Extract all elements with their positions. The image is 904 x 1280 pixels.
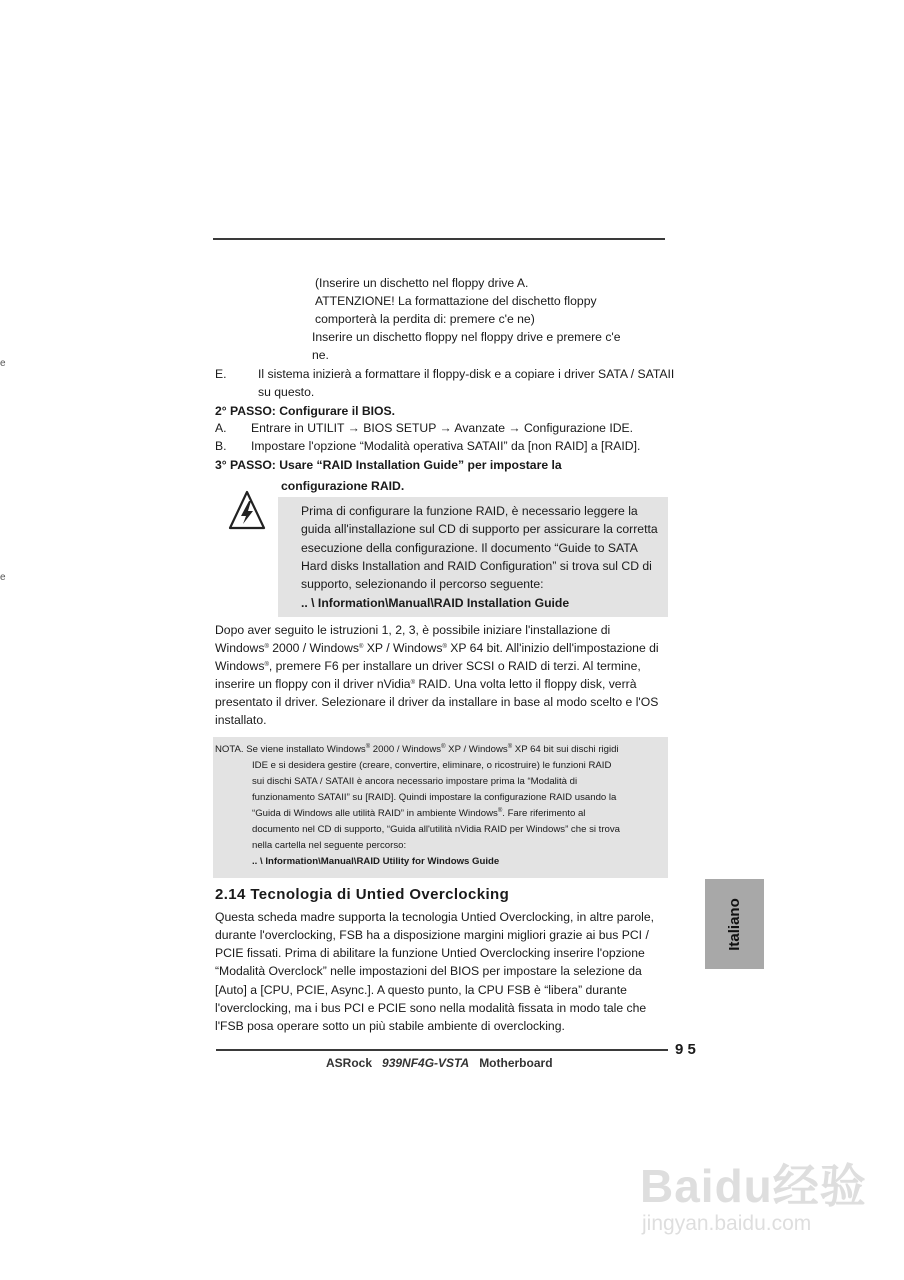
instruction-line: (Inserire un dischetto nel floppy drive A.	[315, 276, 529, 290]
section-line: “Modalità Overclock” nelle impostazioni del BIOS per impostare la selezione da	[215, 964, 642, 978]
step3-heading: 3° PASSO: Usare “RAID Installation Guide” per impostare la	[215, 458, 562, 472]
warning-line: esecuzione della configurazione. Il documento “Guide to SATA	[301, 541, 638, 555]
para-line: Dopo aver seguito le istruzioni 1, 2, 3, è possibile iniziare l'installazione di	[215, 623, 611, 637]
section-line: PCIE fissati. Prima di abilitare la funzione Untied Overclocking inserire l'opzione	[215, 946, 645, 960]
footer-rule	[216, 1049, 668, 1051]
step2-heading: 2° PASSO: Configurare il BIOS.	[215, 404, 396, 418]
para-line: Windows® 2000 / Windows® XP / Windows® XP 64 bit. All'inizio dell'impostazione di	[215, 641, 659, 655]
warning-line: guida all'installazione sul CD di supporto per assicurare la corretta	[301, 522, 658, 536]
warning-line: Prima di configurare la funzione RAID, è necessario leggere la	[301, 504, 638, 518]
para-line: presentato il driver. Selezionare il driver da installare in base al modo scelto e l'OS	[215, 695, 659, 709]
warning-line: supporto, selezionando il percorso seguente:	[301, 577, 544, 591]
step-b-label: B.	[215, 439, 227, 453]
note-line: sui dischi SATA / SATAII è ancora necessario impostare prima la “Modalità di	[252, 776, 578, 787]
section-line: l'FSB posa operare sotto un più stabile ambiente di overclocking.	[215, 1019, 565, 1033]
para-line: Windows®, premere F6 per installare un driver SCSI o RAID di terzi. Al termine,	[215, 659, 641, 673]
watermark-url: jingyan.baidu.com	[642, 1212, 812, 1235]
section-line: l'overclocking, ma i bus PCI e PCIE sono nella modalità fissata in modo tale che	[215, 1001, 647, 1015]
note-line: funzionamento SATAII” su [RAID]. Quindi impostare la configurazione RAID usando la	[252, 792, 617, 803]
note-line: IDE e si desidera gestire (creare, convertire, eliminare, o ricostruire) le funzioni RAID	[252, 760, 612, 771]
footer-model: 939NF4G-VSTA	[382, 1056, 470, 1070]
instruction-line: ne.	[312, 348, 329, 362]
language-tab	[705, 879, 764, 969]
section-title: 2.14 Tecnologia di Untied Overclocking	[215, 886, 510, 903]
note-path: .. \ Information\Manual\RAID Utility for Windows Guide	[252, 856, 500, 867]
note-line: “Guida di Windows alle utilità RAID” in ambiente Windows®. Fare riferimento al	[252, 808, 586, 819]
step-e-label: E.	[215, 367, 227, 381]
step-a-text: Entrare in UTILIT → BIOS SETUP → Avanzate → Configurazione IDE.	[251, 421, 634, 435]
step-a-label: A.	[215, 421, 227, 435]
footer-caption	[326, 1056, 553, 1070]
footer-brand: ASRock	[326, 1056, 373, 1070]
top-rule	[213, 238, 665, 240]
footer-product: Motherboard	[479, 1056, 553, 1070]
para-line: inserire un floppy con il driver nVidia® RAID. Una volta letto il floppy disk, verrà	[215, 677, 637, 691]
watermark-logo: Baidu经验	[640, 1160, 867, 1212]
section-line: Questa scheda madre supporta la tecnologia Untied Overclocking, in altre parole,	[215, 910, 654, 924]
step-e-text: Il sistema inizierà a formattare il floppy-disk e a copiare i driver SATA / SATAII	[258, 367, 675, 381]
section-line: [Auto] a [CPU, PCIE, Async.]. A questo punto, la CPU FSB è “libera” durante	[215, 983, 627, 997]
note-line: NOTA. Se viene installato Windows® 2000 / Windows® XP / Windows® XP 64 bit sui dischi rigidi	[215, 744, 619, 755]
step-e-text: su questo.	[258, 385, 315, 399]
instruction-line: Inserire un dischetto floppy nel floppy drive e premere c'e	[312, 330, 621, 344]
warning-path: .. \ Information\Manual\RAID Installation Guide	[301, 596, 570, 610]
instruction-line: ATTENZIONE! La formattazione del dischetto floppy	[315, 294, 597, 308]
margin-mark: e	[0, 572, 6, 583]
step3-heading-cont: configurazione RAID.	[281, 479, 405, 493]
note-line: documento nel CD di supporto, “Guida all'utilità nVidia RAID per Windows” che si trova	[252, 824, 620, 835]
step-b-text: Impostare l'opzione “Modalità operativa SATAII” da [non RAID] a [RAID].	[251, 439, 641, 453]
note-line: nella cartella nel seguente percorso:	[252, 840, 407, 851]
margin-mark: e	[0, 358, 6, 369]
language-tab-label: Italiano	[725, 897, 743, 951]
warning-line: Hard disks Installation and RAID Configuration” si trova sul CD di	[301, 559, 652, 573]
instruction-line: comporterà la perdita di: premere c'e ne)	[315, 312, 535, 326]
section-line: durante l'overclocking, FSB ha a disposizione margini migliori grazie ai bus PCI /	[215, 928, 649, 942]
warning-icon	[227, 489, 267, 531]
para-line: installato.	[215, 713, 267, 727]
page-number: 9 5	[675, 1041, 696, 1058]
